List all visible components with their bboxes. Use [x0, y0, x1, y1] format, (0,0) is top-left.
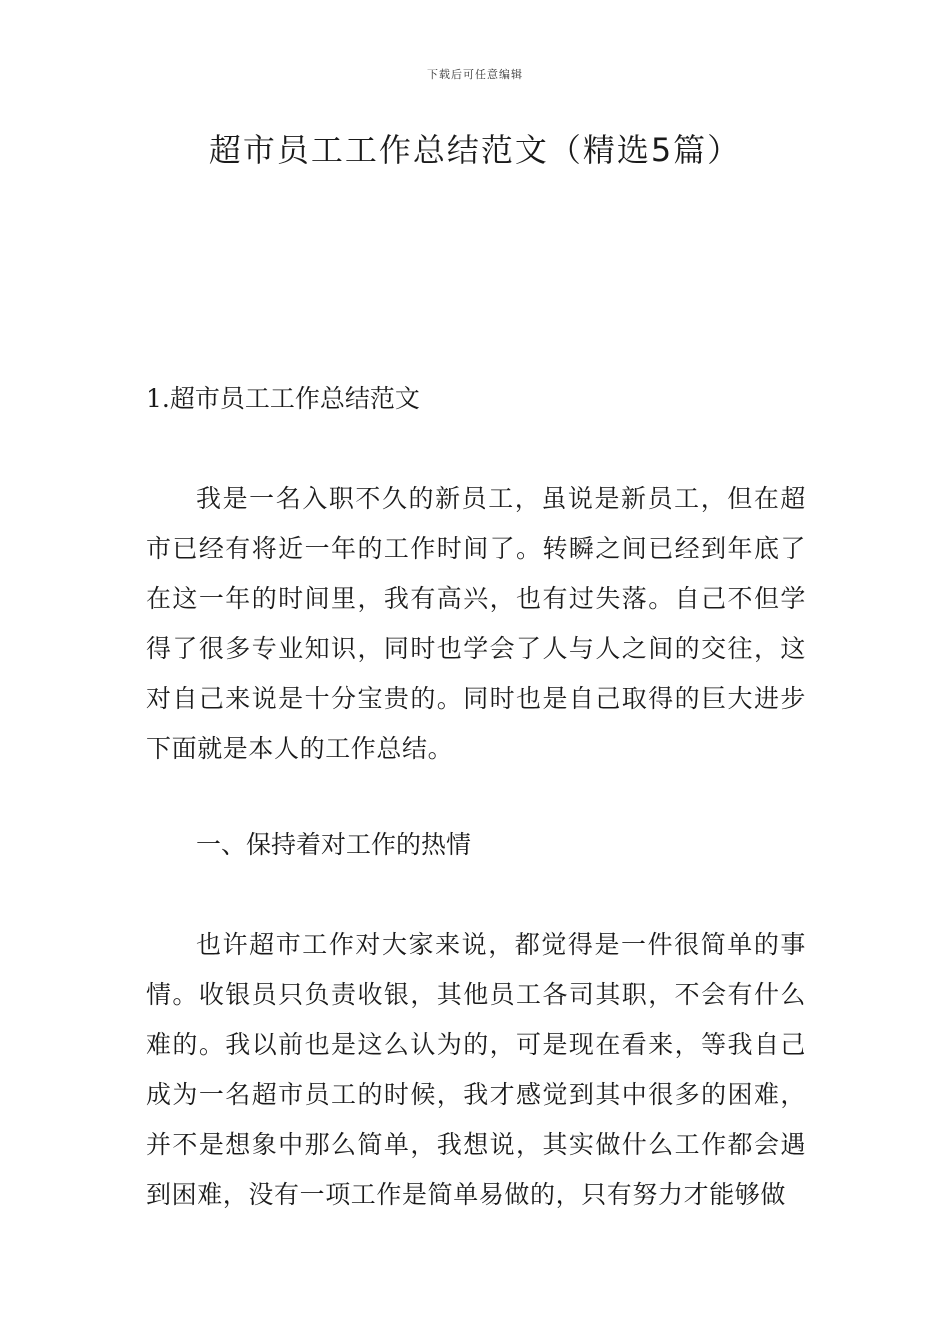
paragraph-body: 也许超市工作对大家来说，都觉得是一件很简单的事情。收银员只负责收银，其他员工各司其职，不会有什么难的。我以前也是这么认为的，可是现在看来，等我自己成为一名超市员工的时候，我才感觉到其中很多的困难，并不是想象中那么简单，我想说，其实做什么工作都会遇到困难，没有一项工作是简单易做的，只有努力才能够做: [146, 930, 806, 1209]
header-note: 下载后可任意编辑: [427, 68, 523, 81]
paragraph-intro: 我是一名入职不久的新员工，虽说是新员工，但在超市已经有将近一年的工作时间了。转瞬之间已经到年底了在这一年的时间里，我有高兴，也有过失落。自己不但学得了很多专业知识，同时也学会了人与人之间的交往，这对自己来说是十分宝贵的。同时也是自己取得的巨大进步下面就是本人的工作总结。: [146, 484, 806, 763]
subsection-heading: 一、保持着对工作的热情: [196, 830, 472, 859]
section-heading: 1.超市员工工作总结范文: [146, 384, 420, 413]
document-title: 超市员工工作总结范文（精选5篇）: [208, 131, 742, 169]
